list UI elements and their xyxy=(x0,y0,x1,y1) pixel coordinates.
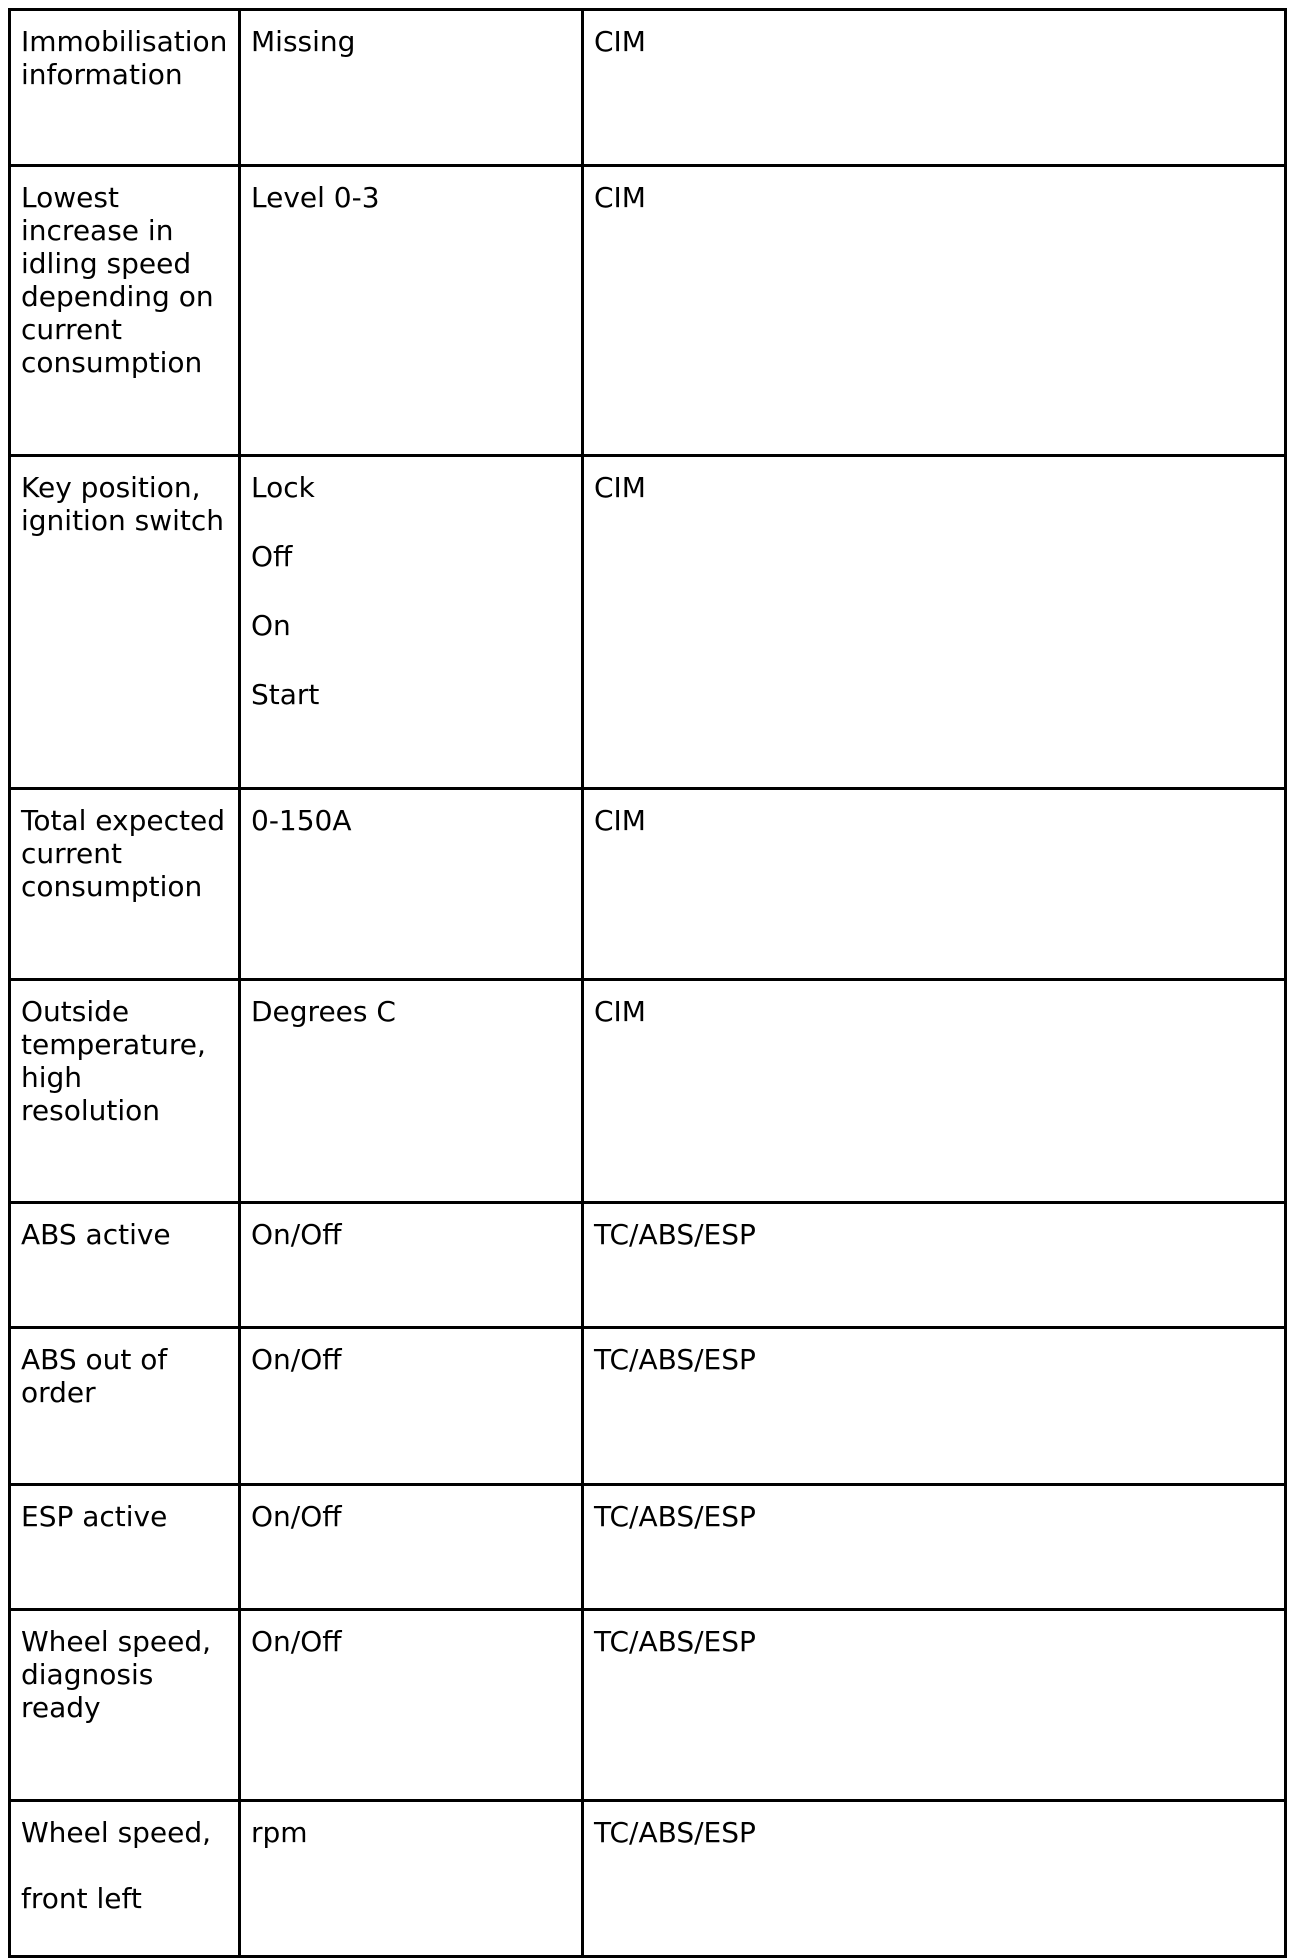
signal-table-body xyxy=(10,10,1286,1957)
table-row xyxy=(10,980,1286,1203)
signal-name-cell xyxy=(10,1610,240,1801)
table-row xyxy=(10,1610,1286,1801)
signal-name-cell xyxy=(10,1203,240,1328)
table-row xyxy=(10,166,1286,456)
signal-source-cell xyxy=(583,980,1286,1203)
signal-source: TC/ABS/ESP xyxy=(594,1816,756,1849)
signal-values-cell xyxy=(240,1610,583,1801)
signal-values-cell xyxy=(240,1485,583,1610)
signal-name-line: Wheel speed, xyxy=(21,1625,212,1658)
signal-name-line: ABS active xyxy=(21,1218,171,1251)
signal-name-cell xyxy=(10,1485,240,1610)
table-row xyxy=(10,1203,1286,1328)
signal-value: 0-150A xyxy=(251,804,352,837)
table-row xyxy=(10,10,1286,166)
signal-name-cell xyxy=(10,1801,240,1957)
signal-source: CIM xyxy=(594,995,646,1028)
signal-name-line: consumption xyxy=(21,870,203,903)
signal-name-line: increase in xyxy=(21,214,174,247)
signal-source-cell xyxy=(583,789,1286,980)
signal-value: Level 0-3 xyxy=(251,181,380,214)
signal-name-line: ready xyxy=(21,1691,101,1724)
signal-name-line: Total expected xyxy=(21,804,225,837)
signal-name-line xyxy=(21,1849,228,1882)
signal-value: rpm xyxy=(251,1816,308,1849)
signal-values-cell xyxy=(240,1328,583,1485)
signal-value: Degrees C xyxy=(251,995,396,1028)
signal-source-cell xyxy=(583,1485,1286,1610)
signal-value: On/Off xyxy=(251,1343,342,1376)
signal-name-line: idling speed xyxy=(21,247,192,280)
signal-name-line: front left xyxy=(21,1882,142,1915)
signal-value: On/Off xyxy=(251,1625,342,1658)
signal-source-cell xyxy=(583,1203,1286,1328)
signal-value: Missing xyxy=(251,25,356,58)
signal-source-cell xyxy=(583,1610,1286,1801)
signal-name-line: depending on xyxy=(21,280,214,313)
signal-name-line: Immobilisation xyxy=(21,25,228,58)
signal-name-line: order xyxy=(21,1376,96,1409)
table-row xyxy=(10,789,1286,980)
signal-name-line: current xyxy=(21,313,123,346)
signal-name-line: Outside xyxy=(21,995,130,1028)
signal-name-line: information xyxy=(21,58,183,91)
signal-name-cell xyxy=(10,980,240,1203)
signal-value: On/Off xyxy=(251,1218,342,1251)
signal-name-line: current xyxy=(21,837,123,870)
table-row xyxy=(10,1328,1286,1485)
signal-value: Off xyxy=(251,540,293,573)
signal-source: CIM xyxy=(594,471,646,504)
signal-source: TC/ABS/ESP xyxy=(594,1625,756,1658)
signal-name-line: consumption xyxy=(21,346,203,379)
table-row xyxy=(10,456,1286,789)
signal-name-line: ignition switch xyxy=(21,504,224,537)
signal-name-cell xyxy=(10,456,240,789)
table-row xyxy=(10,1485,1286,1610)
signal-name-line: temperature, xyxy=(21,1028,206,1061)
signal-source-cell xyxy=(583,1328,1286,1485)
signal-name-line: diagnosis xyxy=(21,1658,154,1691)
signal-name-line: ABS out of xyxy=(21,1343,168,1376)
signal-values-cell xyxy=(240,1801,583,1957)
signal-values-cell xyxy=(240,789,583,980)
signal-values-cell xyxy=(240,10,583,166)
table-row xyxy=(10,1801,1286,1957)
signal-source-cell xyxy=(583,1801,1286,1957)
signal-source: CIM xyxy=(594,181,646,214)
signal-source: TC/ABS/ESP xyxy=(594,1500,756,1533)
signal-value: On/Off xyxy=(251,1500,342,1533)
signal-source: CIM xyxy=(594,804,646,837)
signal-source: CIM xyxy=(594,25,646,58)
signal-name-cell xyxy=(10,166,240,456)
signal-name-line: high xyxy=(21,1061,83,1094)
signal-values-cell xyxy=(240,166,583,456)
signal-source-cell xyxy=(583,456,1286,789)
signal-name-line: Lowest xyxy=(21,181,119,214)
signal-source: TC/ABS/ESP xyxy=(594,1343,756,1376)
signal-values-cell xyxy=(240,456,583,789)
signal-name-cell xyxy=(10,1328,240,1485)
signal-name-cell xyxy=(10,10,240,166)
signal-value: Lock xyxy=(251,471,315,504)
signal-value: Start xyxy=(251,678,320,711)
signal-name-cell xyxy=(10,789,240,980)
signal-name-line: Wheel speed, xyxy=(21,1816,212,1849)
signal-source-cell xyxy=(583,10,1286,166)
signal-name-line: Key position, xyxy=(21,471,201,504)
signal-value: On xyxy=(251,609,291,642)
signal-name-line: resolution xyxy=(21,1094,161,1127)
signal-table xyxy=(8,8,1287,1958)
signal-values-cell xyxy=(240,1203,583,1328)
signal-name-line: ESP active xyxy=(21,1500,168,1533)
signal-source: TC/ABS/ESP xyxy=(594,1218,756,1251)
signal-source-cell xyxy=(583,166,1286,456)
signal-values-cell xyxy=(240,980,583,1203)
